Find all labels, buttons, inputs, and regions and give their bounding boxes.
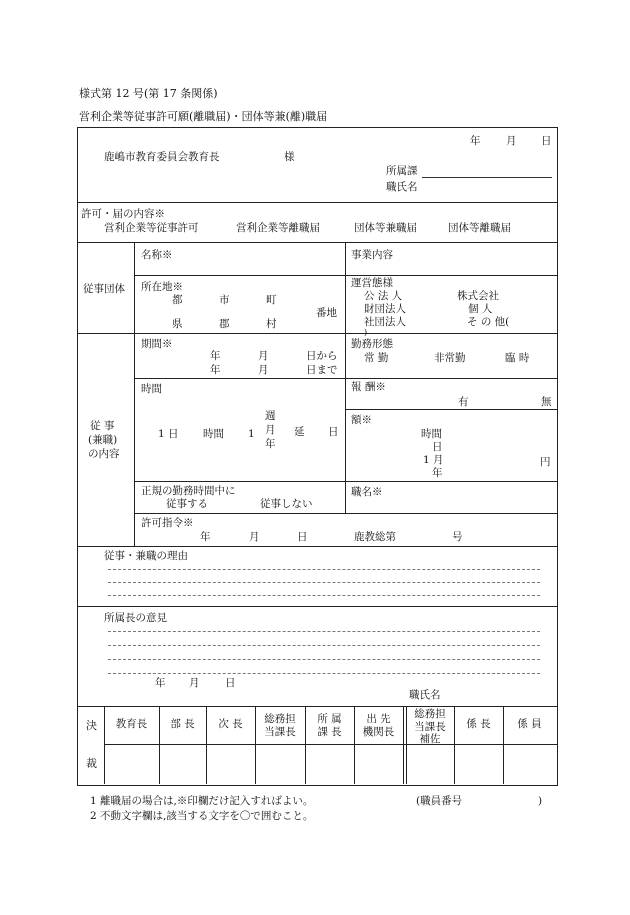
dept-label: 所属課: [386, 165, 418, 177]
permission-label: 許可・届の内容※: [81, 208, 165, 220]
addr-son: 村: [266, 318, 277, 330]
approval-header-superintendent: 教育長: [115, 718, 148, 730]
time-nichi: 日: [328, 426, 339, 438]
period-from: 日から: [306, 350, 338, 362]
employee-number-close: ): [538, 795, 543, 807]
approval-header-subsection-chief: 係 長: [466, 718, 491, 730]
regular-hours-label: 正規の勤務時間中に: [141, 485, 236, 497]
directive-label: 許可指令※: [141, 517, 194, 529]
approval-header-director: 部 長: [170, 718, 195, 730]
approval-header-staff: 係 員: [517, 718, 542, 730]
permission-option-2[interactable]: 営利企業等離職届: [236, 222, 320, 234]
position-label: 職名※: [351, 486, 383, 498]
opinion-year: 年: [155, 677, 166, 689]
addr-banchi: 番地: [316, 307, 337, 319]
approval-kessai-1: 決: [86, 719, 97, 732]
note-1: 1 離職届の場合は,※印欄だけ記入すればよい。: [90, 795, 314, 807]
date-year: 年: [470, 135, 481, 147]
org-section-label: 従事団体: [83, 283, 125, 295]
addressee: 鹿嶋市教育委員会教育長: [104, 151, 220, 163]
approval-stamp-subsection-chief[interactable]: [455, 745, 502, 783]
opinion-month: 月: [189, 677, 200, 689]
op-stock-company[interactable]: 株式会社: [457, 290, 499, 302]
permission-option-4[interactable]: 団体等離職届: [448, 222, 511, 234]
amount-nen: 年: [432, 467, 443, 479]
amount-jikan: 時間: [421, 428, 442, 440]
amount-nichi: 日: [432, 441, 443, 453]
directive-number-prefix: 鹿教総第: [354, 531, 396, 543]
approval-stamp-deputy[interactable]: [207, 745, 254, 783]
opinion-name-label: 職氏名: [409, 689, 441, 701]
note-2: 2 不動文字欄は,該当する文字を〇で囲むこと。: [90, 810, 314, 822]
duty-label-3: の内容: [88, 448, 120, 460]
directive-day: 日: [297, 531, 308, 543]
op-foundation[interactable]: 財団法人: [364, 303, 406, 315]
period-until: 日まで: [306, 364, 338, 376]
period-month-1: 月: [258, 350, 269, 362]
op-individual[interactable]: 個 人: [468, 303, 493, 315]
opinion-line-3[interactable]: [108, 659, 540, 660]
period-month-2: 月: [258, 364, 269, 376]
operation-label: 運営態様: [351, 277, 393, 289]
reason-label: 従事・兼職の理由: [104, 550, 188, 562]
date-month: 月: [506, 135, 517, 147]
time-day1: 1 日: [158, 428, 179, 440]
opinion-label: 所属長の意見: [104, 612, 167, 624]
reward-no[interactable]: 無: [541, 396, 552, 408]
op-other[interactable]: そ の 他(: [467, 316, 510, 328]
approval-stamp-superintendent[interactable]: [105, 745, 158, 783]
period-year-1: 年: [210, 350, 221, 362]
opinion-line-4[interactable]: [108, 673, 540, 674]
form-title: 営利企業等従事許可願(離職届)・団体等兼(離)職届: [79, 110, 328, 123]
opinion-line-1[interactable]: [108, 631, 540, 632]
regular-engage[interactable]: 従事する: [166, 498, 208, 510]
work-temp[interactable]: 臨 時: [505, 352, 530, 364]
permission-option-3[interactable]: 団体等兼職届: [354, 222, 417, 234]
time-tsuki: 月: [265, 424, 276, 436]
addr-cho: 町: [266, 294, 277, 306]
addr-ken: 県: [172, 318, 183, 330]
approval-stamp-section-chief[interactable]: [306, 745, 353, 783]
directive-month: 月: [249, 531, 260, 543]
reason-line-3[interactable]: [108, 595, 540, 596]
time-jikan: 時間: [203, 428, 224, 440]
approval-header-branch-head: 出 先 機関長: [362, 713, 395, 739]
op-association[interactable]: 社団法人: [364, 316, 406, 328]
addr-to: 都: [172, 294, 183, 306]
approval-stamp-general-affairs-assistant[interactable]: [407, 745, 453, 783]
op-public-corp[interactable]: 公 法 人: [364, 290, 403, 302]
approval-header-section-chief: 所 属 課 長: [317, 713, 342, 739]
form-number: 様式第 12 号(第 17 条関係): [79, 87, 218, 100]
approval-stamp-general-affairs-chief[interactable]: [256, 745, 304, 783]
reason-line-2[interactable]: [108, 582, 540, 583]
org-address-label: 所在地※: [141, 281, 183, 293]
time-nobe: 延: [294, 426, 305, 438]
amount-label: 額※: [351, 414, 372, 426]
amount-yen: 円: [540, 456, 551, 468]
directive-year: 年: [200, 531, 211, 543]
name-label: 職氏名: [386, 181, 418, 193]
period-year-2: 年: [210, 364, 221, 376]
regular-not-engage[interactable]: 従事しない: [260, 498, 313, 510]
permission-option-1[interactable]: 営利企業等従事許可: [104, 222, 199, 234]
reason-line-1[interactable]: [108, 569, 540, 570]
approval-kessai-2: 裁: [86, 757, 97, 770]
work-type-label: 勤務形態: [351, 338, 393, 350]
approval-header-deputy: 次 長: [218, 718, 243, 730]
addr-gun: 郡: [219, 318, 230, 330]
addr-shi: 市: [219, 294, 230, 306]
duty-label-1: 従 事: [90, 420, 115, 432]
org-name-label: 名称※: [141, 249, 173, 261]
dept-field[interactable]: [422, 177, 552, 178]
honorific: 様: [284, 151, 295, 163]
approval-stamp-branch-head[interactable]: [355, 745, 402, 783]
employee-number-label: (職員番号: [416, 795, 463, 807]
time-nen: 年: [265, 438, 276, 450]
time-label: 時間: [141, 383, 162, 395]
period-label: 期間※: [141, 338, 173, 350]
directive-number-suffix: 号: [452, 531, 463, 543]
reward-label: 報 酬※: [351, 381, 386, 393]
approval-stamp-director[interactable]: [160, 745, 205, 783]
reward-yes[interactable]: 有: [458, 396, 469, 408]
approval-stamp-staff[interactable]: [504, 745, 555, 783]
date-day: 日: [541, 135, 552, 147]
opinion-day: 日: [225, 677, 236, 689]
work-part-time[interactable]: 非常勤: [434, 352, 466, 364]
work-full-time[interactable]: 常 勤: [364, 352, 389, 364]
opinion-line-2[interactable]: [108, 645, 540, 646]
org-business-label: 事業内容: [351, 249, 393, 261]
duty-label-2: (兼職): [88, 434, 118, 446]
approval-header-general-affairs-chief: 総務担 当課長: [264, 713, 296, 739]
op-other-close: ): [364, 328, 368, 337]
time-one: 1: [248, 428, 255, 440]
amount-one-month: 1 月: [423, 454, 444, 466]
time-shu: 週: [265, 410, 276, 422]
approval-header-general-affairs-assistant: 総務担 当課長 補佐: [414, 708, 446, 746]
